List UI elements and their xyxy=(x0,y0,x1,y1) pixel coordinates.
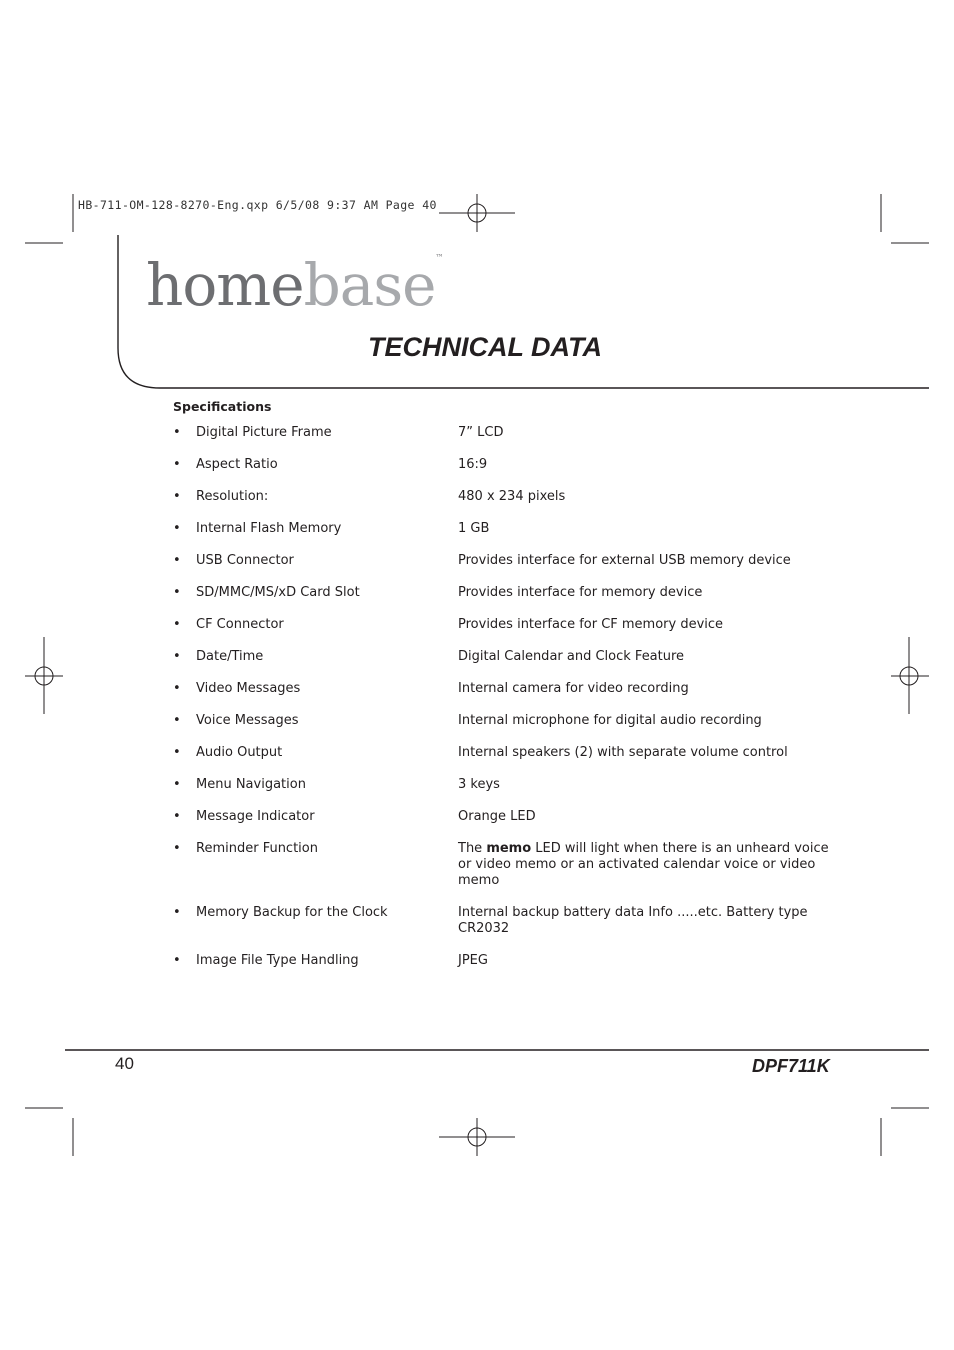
page-number: 40 xyxy=(115,1054,134,1073)
spec-row xyxy=(173,457,833,473)
bullet: • xyxy=(173,489,181,504)
bullet: • xyxy=(173,649,181,664)
spec-row xyxy=(173,521,833,537)
memo-keyword: memo xyxy=(486,841,532,856)
specifications-heading: Specifications xyxy=(173,399,272,414)
spec-label: Video Messages xyxy=(196,681,301,696)
spec-row xyxy=(173,841,833,889)
spec-value: 16:9 xyxy=(458,457,488,472)
value-text: LED will light when there is an unheard voice or video memo or an activated calendar voice or video memo xyxy=(458,841,829,888)
logo-home: home xyxy=(146,251,304,319)
bullet: • xyxy=(173,841,181,856)
spec-value: Internal backup battery data Info .....etc. Battery type CR2032 xyxy=(458,905,808,936)
spec-row xyxy=(173,553,833,569)
bullet: • xyxy=(173,905,181,920)
spec-label: Memory Backup for the Clock xyxy=(196,905,388,920)
page-title: TECHNICAL DATA xyxy=(368,332,602,362)
bullet: • xyxy=(173,745,181,760)
spec-row xyxy=(173,489,833,505)
spec-row xyxy=(173,777,833,793)
spec-value: 7” LCD xyxy=(458,425,504,440)
bullet: • xyxy=(173,713,181,728)
spec-value: 1 GB xyxy=(458,521,490,536)
spec-label: Digital Picture Frame xyxy=(196,425,332,440)
spec-row xyxy=(173,425,833,441)
spec-label: Menu Navigation xyxy=(196,777,306,792)
homebase-logo xyxy=(146,251,444,319)
spec-value: Orange LED xyxy=(458,809,536,824)
spec-label: CF Connector xyxy=(196,617,284,632)
spec-value xyxy=(458,841,833,889)
bullet: • xyxy=(173,809,181,824)
logo-trademark: ™ xyxy=(435,253,444,262)
spec-label: Image File Type Handling xyxy=(196,953,359,968)
bullet: • xyxy=(173,521,181,536)
spec-row xyxy=(173,745,833,761)
spec-value: Internal microphone for digital audio recording xyxy=(458,713,762,728)
bullet: • xyxy=(173,425,181,440)
spec-row xyxy=(173,905,833,937)
spec-value: Internal speakers (2) with separate volume control xyxy=(458,745,788,760)
spec-value: Provides interface for external USB memory device xyxy=(458,553,791,568)
spec-value: Provides interface for memory device xyxy=(458,585,703,600)
spec-label: Resolution: xyxy=(196,489,269,504)
specifications-list xyxy=(173,425,833,969)
spec-label: Voice Messages xyxy=(196,713,299,728)
bullet: • xyxy=(173,681,181,696)
spec-row xyxy=(173,617,833,633)
print-slug-line: HB-711-OM-128-8270-Eng.qxp 6/5/08 9:37 AM Page 40 xyxy=(78,198,437,212)
spec-label: USB Connector xyxy=(196,553,294,568)
bullet: • xyxy=(173,585,181,600)
spec-label: Message Indicator xyxy=(196,809,315,824)
spec-value: Provides interface for CF memory device xyxy=(458,617,724,632)
value-text: The xyxy=(458,841,487,856)
spec-label: SD/MMC/MS/xD Card Slot xyxy=(196,585,360,600)
spec-row xyxy=(173,649,833,665)
spec-value: 3 keys xyxy=(458,777,500,792)
spec-value: Digital Calendar and Clock Feature xyxy=(458,649,685,664)
spec-label: Date/Time xyxy=(196,649,264,664)
bullet: • xyxy=(173,953,181,968)
spec-row xyxy=(173,953,833,969)
spec-label: Audio Output xyxy=(196,745,283,760)
spec-row xyxy=(173,681,833,697)
spec-value: Internal camera for video recording xyxy=(458,681,689,696)
spec-label: Internal Flash Memory xyxy=(196,521,342,536)
bullet: • xyxy=(173,617,181,632)
spec-value: 480 x 234 pixels xyxy=(458,489,566,504)
spec-label: Aspect Ratio xyxy=(196,457,278,472)
logo-base: base xyxy=(303,251,436,319)
bullet: • xyxy=(173,457,181,472)
spec-row xyxy=(173,713,833,729)
bullet: • xyxy=(173,553,181,568)
model-number: DPF711K xyxy=(752,1056,830,1076)
bullet: • xyxy=(173,777,181,792)
spec-row xyxy=(173,585,833,601)
spec-label: Reminder Function xyxy=(196,841,318,856)
spec-value: JPEG xyxy=(458,953,488,968)
spec-row xyxy=(173,809,833,825)
